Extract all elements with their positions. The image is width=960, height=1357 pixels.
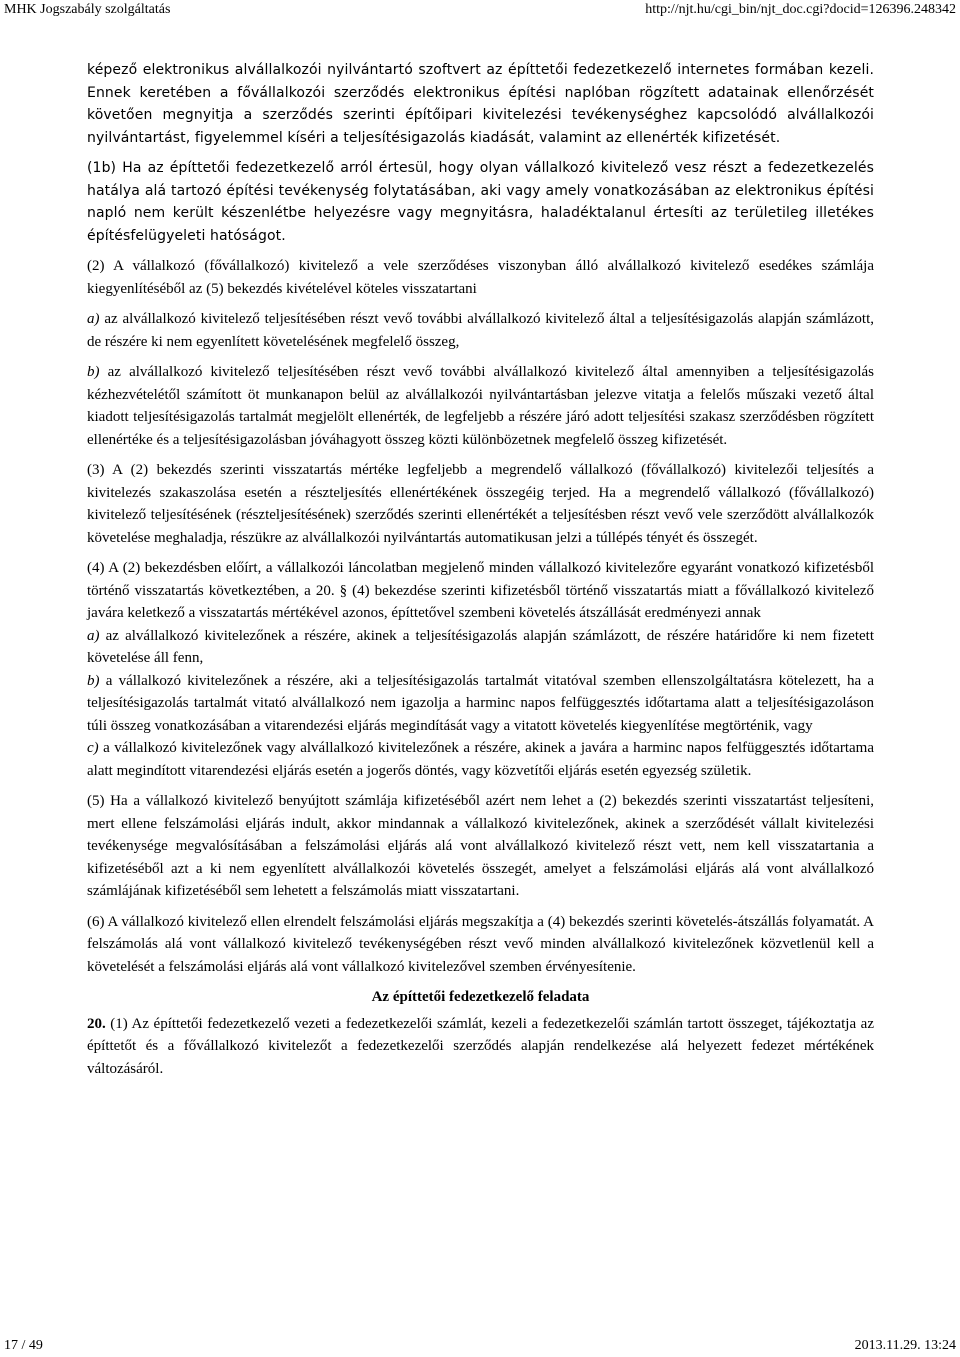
point-label: a) [87,311,100,327]
paragraph-2b [87,361,874,451]
paragraph-20 [87,1013,874,1081]
section-heading: Az építtetői fedezetkezelő feladata [371,989,590,1005]
section-number: 20. [87,1015,106,1032]
paragraph-4: (4) A (2) bekezdésben előírt, a vállalkozói láncolatban megjelenő minden vállalkozó kivitelezőre egyaránt vonatkozó kifizetésből történő visszatartás következtében, a 20. § (4) bekezdése szerinti kifizetésből történő visszatartás miatt a fővállalkozó kivitelező javára keletkező a visszatartás mértékével azonos, építtetővel szembeni követelés átszállását eredményezi annak [87,560,874,621]
paragraph-3: (3) A (2) bekezdés szerinti visszatartás mértéke legfeljebb a megrendelő vállalkozó (fővállalkozó) kivitelezői teljesítés a kivitelezés szakaszolása esetén a részteljesítés ellenértékének összegéig terjed. Ha a megrendelő vállalkozó (fővállalkozó) kivitelező teljesítésének (részteljesítésének) szerződés szerinti ellenértékét a teljesítésben részt vevő vele szerződött alvállalkozók követelése meghaladja, részükre az alvállalkozói nyilvántartás automatikusan jelzi a túllépés tényét és összegét. [87,462,874,546]
paragraph-1b: (1b) Ha az építtetői fedezetkezelő arról értesül, hogy olyan vállalkozó kivitelező vesz részt a fedezetkezelés hatálya alá tartozó építési tevékenység folytatásában, aki vagy amely vonatkozásában az elektronikus építési napló nem került készenlétbe helyezésre vagy megnyitásra, haladéktalanul értesíti az területileg illetékes építésfelügyeleti hatóságot. [87,160,874,244]
point-text: az alvállalkozó kivitelezőnek a részére, akinek a teljesítésigazolás alapján számlázott, de részére határidőre ki nem fizetett követelése áll fenn, [87,627,874,666]
page-counter: 17 / 49 [4,1338,43,1353]
point-label: c) [87,740,99,756]
paragraph-6: (6) A vállalkozó kivitelező ellen elrendelt felszámolási eljárás megszakítja a (4) bekezdés szerinti követelés-átszállás folyamatát. A felszámolás alá vont vállalkozó kivitelező tevékenységében részt vevő minden alvállalkozó kivitelezőnek közvetlenül kell a követelését a felszámolási eljárás alá vont vállalkozó kivitelezővel szemben érvényesítenie. [87,913,874,975]
point-text: az alvállalkozó kivitelező teljesítésében részt vevő további alvállalkozó kivitelező által a teljesítésigazolás alapján számlázott, de részére ki nem egyenlített követelésének megfelelő összeg, [87,311,874,350]
paragraph-intro: képező elektronikus alvállalkozói nyilvántartó szoftvert az építtetői fedezetkezelő internetes formában kezeli. Ennek keretében a fővállalkozói szerződés elektronikus építési naplóban rögzített adatainak ellenőrzését követően megnyitja a szerződés szerinti építőipari kivitelezési tevékenységhez kapcsolódó alvállalkozói nyilvántartást, figyelemmel kíséri a teljesítésigazolás kiadását, valamint az ellenérték kifizetését. [87,62,874,146]
header-site-title: MHK Jogszabály szolgáltatás [4,2,171,17]
paragraph-2a [87,308,874,353]
point-text: a vállalkozó kivitelezőnek a részére, aki a teljesítésigazolás tartalmát vitatóval szemben ellenszolgáltatásra kötelezett, ha a teljesítésigazolás tartalmát vitató alvállalkozó nem igazolja a harminc napos felfüggesztés időtartama alatt a teljesítésigazoláson túli összeg vonatkozásában a vitarendezési eljárás megindítását vagy a vitatott követelés kiegyenlítése megtörténik, vagy [87,672,874,734]
point-label: a) [87,627,100,644]
paragraph-4a [87,625,874,670]
point-label: b) [87,364,100,380]
point-label: b) [87,672,100,689]
browser-print-header [0,0,960,20]
document-body [87,59,874,1088]
browser-print-footer [0,1336,960,1356]
section-text: (1) Az építtetői fedezetkezelő vezeti a fedezetkezelői számlát, kezeli a fedezetkezelői számlán tartott összeget, tájékoztatja az építtetőt és a fővállalkozó kivitelezőt a fedezetkezelői szerződés alapján rendelkezése alá helyezett fedezet mértékének változásáról. [87,1015,874,1077]
paragraph-4b [87,670,874,738]
print-datetime: 2013.11.29. 13:24 [854,1338,956,1353]
point-text: a vállalkozó kivitelezőnek vagy alvállalkozó kivitelezőnek a részére, akinek a javára a harminc napos felfüggesztés időtartama alatt megindított vitarendezési eljárás esetén a jogerős döntés, vagy közvetítői eljárás esetén egyezség születik. [87,740,874,779]
paragraph-2: (2) A vállalkozó (fővállalkozó) kivitelező a vele szerződéses viszonyban álló alvállalkozó kivitelező esedékes számlája kiegyenlítéséből az (5) bekezdés kivételével köteles visszatartani [87,258,874,297]
header-url: http://njt.hu/cgi_bin/njt_doc.cgi?docid=126396.248342 [645,2,956,17]
paragraph-5: (5) Ha a vállalkozó kivitelező benyújtott számlája kifizetéséből azért nem lehet a (2) bekezdés szerinti visszatartást teljesíteni, mert ellene felszámolási eljárás indult, akkor mindannak a vállalkozó kivitelezőnek, akinek a szerződését vállalt kivitelezési tevékenysége megvalósításában a felszámolási eljárás alá vont alvállalkozó kivitelező részt vett, nem kell visszatartania a kifizetéséből azt a ki nem egyenlített alvállalkozói követelés összegét, amelyet a felszámolási eljárás alá vont alvállalkozó számlájának kifizetéséből sem lehetett a felszámolás miatt visszatartani. [87,793,874,899]
point-text: az alvállalkozó kivitelező teljesítésében részt vevő további alvállalkozó kivitelező által amennyiben a teljesítésigazolás kézhezvételétől számított öt munkanapon belül az alvállalkozói nyilvántartásban jelezve vitatja a felelős műszaki vezető által kiadott teljesítésigazolás tartalmát megjelölt ellenérték, de legfeljebb a részére járó adott teljesítési szakasz szerződésben rögzített ellenértéke és a teljesítésigazolásban jóváhagyott összeg közti különbözetnek megfelelő összeg kifizetését. [87,364,874,448]
paragraph-4c [87,737,874,782]
